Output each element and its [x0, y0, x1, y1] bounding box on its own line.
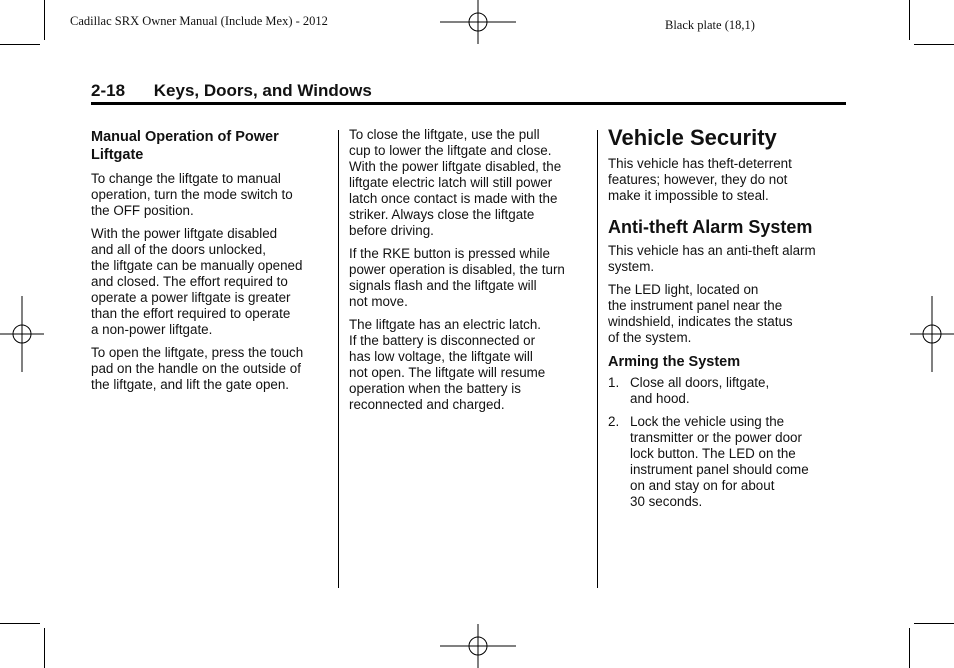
- body-paragraph: To change the liftgate to manual operation, turn the mode switch to the OFF position.: [91, 171, 293, 218]
- subsection-title-anti-theft: Anti-theft Alarm System: [608, 217, 813, 237]
- section-title: Keys, Doors, and Windows: [153, 81, 372, 100]
- crop-mark: [0, 623, 40, 624]
- body-paragraph: With the power liftgate disabled and all of the doors unlocked, the liftgate can be manually opened and closed. The effort required to operate a power liftgate is greater than the effort required to operate a non-power liftgate.: [91, 226, 303, 337]
- column-divider: [338, 130, 339, 588]
- crop-mark: [44, 628, 45, 668]
- body-paragraph: To close the liftgate, use the pull cup to lower the liftgate and close. With the power liftgate disabled, the liftgate electric latch will still power latch once contact is made with the striker. Always close the liftgate before driving.: [349, 127, 562, 238]
- registration-mark-right: [910, 296, 954, 372]
- body-paragraph: The LED light, located on the instrument panel near the windshield, indicates the status of the system.: [608, 282, 793, 345]
- column-3: [608, 125, 848, 517]
- section-title-vehicle-security: Vehicle Security: [608, 125, 777, 150]
- section-number: 2-18: [91, 81, 126, 100]
- column-2: [349, 127, 593, 420]
- body-paragraph: To open the liftgate, press the touch pad on the handle on the outside of the liftgate, and lift the gate open.: [91, 345, 304, 392]
- list-number: 2.: [608, 414, 620, 429]
- section-header: [91, 80, 372, 102]
- running-header-left: Cadillac SRX Owner Manual (Include Mex) - 2012: [70, 14, 328, 28]
- column-1: [91, 128, 331, 400]
- crop-mark: [44, 0, 45, 40]
- subsection-heading: Manual Operation of Power Liftgate: [91, 129, 279, 163]
- body-paragraph: If the RKE button is pressed while power operation is disabled, the turn signals flash and the liftgate will not move.: [349, 246, 565, 309]
- crop-mark: [0, 44, 40, 45]
- body-paragraph: This vehicle has theft-deterrent features; however, they do not make it impossible to steal.: [608, 156, 792, 203]
- registration-mark-left: [0, 296, 44, 372]
- list-item: [608, 375, 848, 407]
- section-rule: [91, 102, 846, 105]
- crop-mark: [914, 623, 954, 624]
- body-paragraph: This vehicle has an anti-theft alarm system.: [608, 243, 816, 274]
- registration-mark-bottom: [440, 624, 516, 668]
- body-paragraph: The liftgate has an electric latch. If the battery is disconnected or has low voltage, the liftgate will not open. The liftgate will resume operation when the battery is reconnected and charged.: [349, 317, 546, 412]
- list-text: Close all doors, liftgate, and hood.: [630, 375, 770, 406]
- running-header-right: Black plate (18,1): [665, 18, 755, 32]
- crop-mark: [909, 628, 910, 668]
- list-text: Lock the vehicle using the transmitter or the power door lock button. The LED on the instrument panel should come on and stay on for about 30 seconds.: [630, 414, 809, 509]
- crop-mark: [909, 0, 910, 40]
- registration-mark-top: [440, 0, 516, 44]
- subsection-heading: Arming the System: [608, 354, 741, 370]
- crop-mark: [914, 44, 954, 45]
- list-item: [608, 414, 848, 510]
- column-divider: [597, 130, 598, 588]
- list-number: 1.: [608, 375, 620, 390]
